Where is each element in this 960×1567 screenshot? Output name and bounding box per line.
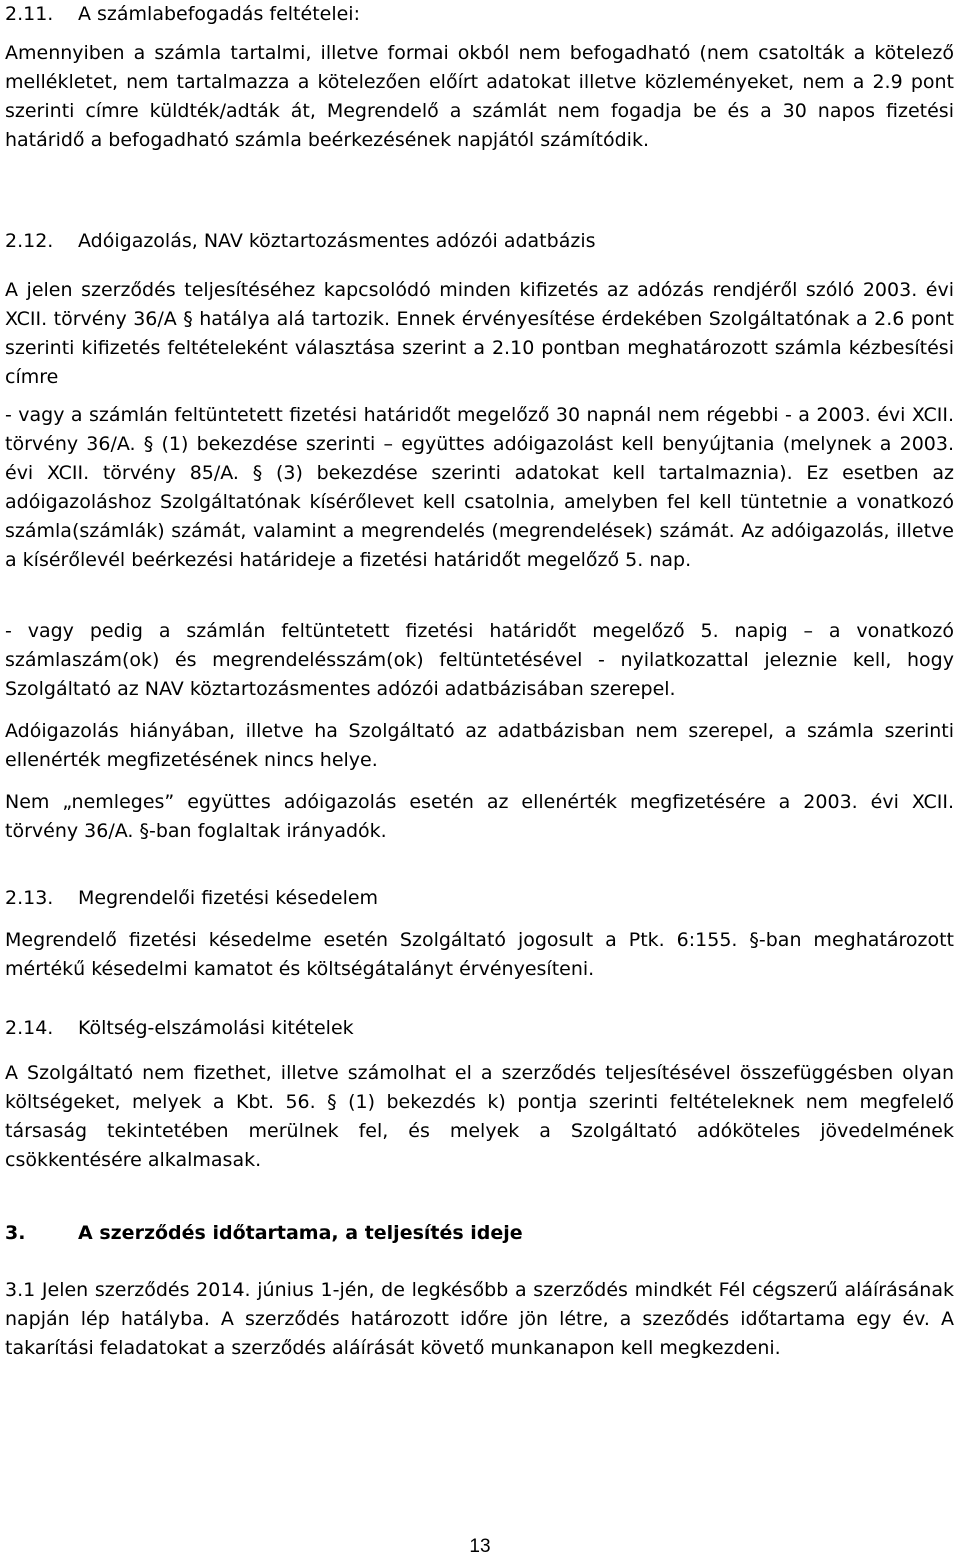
section-2-12-paragraph-5: Nem „nemleges” együttes adóigazolás esetén az ellenérték megfizetésére a 2003. évi XCII. törvény 36/A. §-ban foglaltak irányadók. bbox=[5, 791, 954, 842]
section-number: 2.14. bbox=[5, 1017, 54, 1039]
section-2-11-paragraph: Amennyiben a számla tartalmi, illetve formai okból nem befogadható (nem csatolták a kötelező mellékletet, nem tartalmazza a kötelezően előírt adatokat illetve közleményeket, nem a 2.9 pont szerinti címre küldték/adták át, Megrendelő a számlát nem fogadja be és a 30 napos fizetési határidő a befogadható számla beérkezésének napjától számítódik. bbox=[5, 42, 954, 151]
section-2-14-heading bbox=[5, 1014, 354, 1043]
section-title: Költség-elszámolási kitételek bbox=[78, 1017, 354, 1039]
section-2-12-paragraph-4: Adóigazolás hiányában, illetve ha Szolgáltató az adatbázisban nem szerepel, a számla szerinti ellenérték megfizetésének nincs helye. bbox=[5, 720, 954, 771]
section-2-14-paragraph: A Szolgáltató nem fizethet, illetve számolhat el a szerződés teljesítésével összefüggésben olyan költségeket, melyek a Kbt. 56. § (1) bekezdés k) pontja szerinti feltételeknek nem megfelelő társaság tekintetében merülnek fel, és melyek a Szolgáltató adóköteles jövedelmének csökkentésére alkalmasak. bbox=[5, 1062, 954, 1171]
section-2-12-paragraph-3: - vagy pedig a számlán feltüntetett fizetési határidőt megelőző 5. napig – a vonatkozó számlaszám(ok) és megrendelésszám(ok) feltüntetésével - nyilatkozattal jeleznie kell, hogy Szolgáltató az NAV köztartozásmentes adózói adatbázisában szerepel. bbox=[5, 620, 954, 700]
section-number: 2.12. bbox=[5, 230, 54, 252]
section-title: A szerződés időtartama, a teljesítés ideje bbox=[78, 1222, 523, 1244]
section-2-13-heading bbox=[5, 884, 378, 913]
section-number: 2.13. bbox=[5, 887, 54, 909]
section-title: Adóigazolás, NAV köztartozásmentes adózói adatbázis bbox=[78, 230, 596, 252]
section-2-12-paragraph-2: - vagy a számlán feltüntetett fizetési határidőt megelőző 30 napnál nem régebbi - a 2003. évi XCII. törvény 36/A. § (1) bekezdése szerinti – együttes adóigazolást kell benyújtania (melynek a 2003. évi XCII. törvény 85/A. § (3) bekezdése szerinti adatokat kell tartalmaznia). Ez esetben az adóigazoláshoz Szolgáltatónak kísérőlevet kell csatolnia, amelyben fel kell tüntetnie a vonatkozó számla(számlák) számát, valamint a megrendelés (megrendelések) számát. Az adóigazolás, illetve a kísérőlevél beérkezési határideje a fizetési határidőt megelőző 5. nap. bbox=[5, 404, 954, 571]
section-3-heading bbox=[5, 1219, 523, 1248]
section-2-12-paragraph-1: A jelen szerződés teljesítéséhez kapcsolódó minden kifizetés az adózás rendjéről szóló 2003. évi XCII. törvény 36/A § hatálya alá tartozik. Ennek érvényesítése érdekében Szolgáltatónak a 2.6 pont szerinti kifizetés feltételeként választása szerint a 2.10 pontban meghatározott számla kézbesítési címre bbox=[5, 279, 954, 388]
section-2-11-heading bbox=[5, 0, 360, 29]
section-title: A számlabefogadás feltételei: bbox=[78, 3, 360, 25]
section-3-paragraph: 3.1 Jelen szerződés 2014. június 1-jén, de legkésőbb a szerződés mindkét Fél cégszerű aláírásának napján lép hatályba. A szerződés határozott időre jön létre, a szeződés időtartama egy év. A takarítási feladatokat a szerződés aláírását követő munkanapon kell megkezdeni. bbox=[5, 1279, 954, 1359]
section-number: 3. bbox=[5, 1222, 26, 1244]
section-2-12-heading bbox=[5, 227, 596, 256]
page-number: 13 bbox=[469, 1536, 491, 1557]
section-number: 2.11. bbox=[5, 3, 54, 25]
section-2-13-paragraph: Megrendelő fizetési késedelme esetén Szolgáltató jogosult a Ptk. 6:155. §-ban meghatározott mértékű késedelmi kamatot és költségátalányt érvényesíteni. bbox=[5, 929, 954, 980]
section-title: Megrendelői fizetési késedelem bbox=[78, 887, 379, 909]
